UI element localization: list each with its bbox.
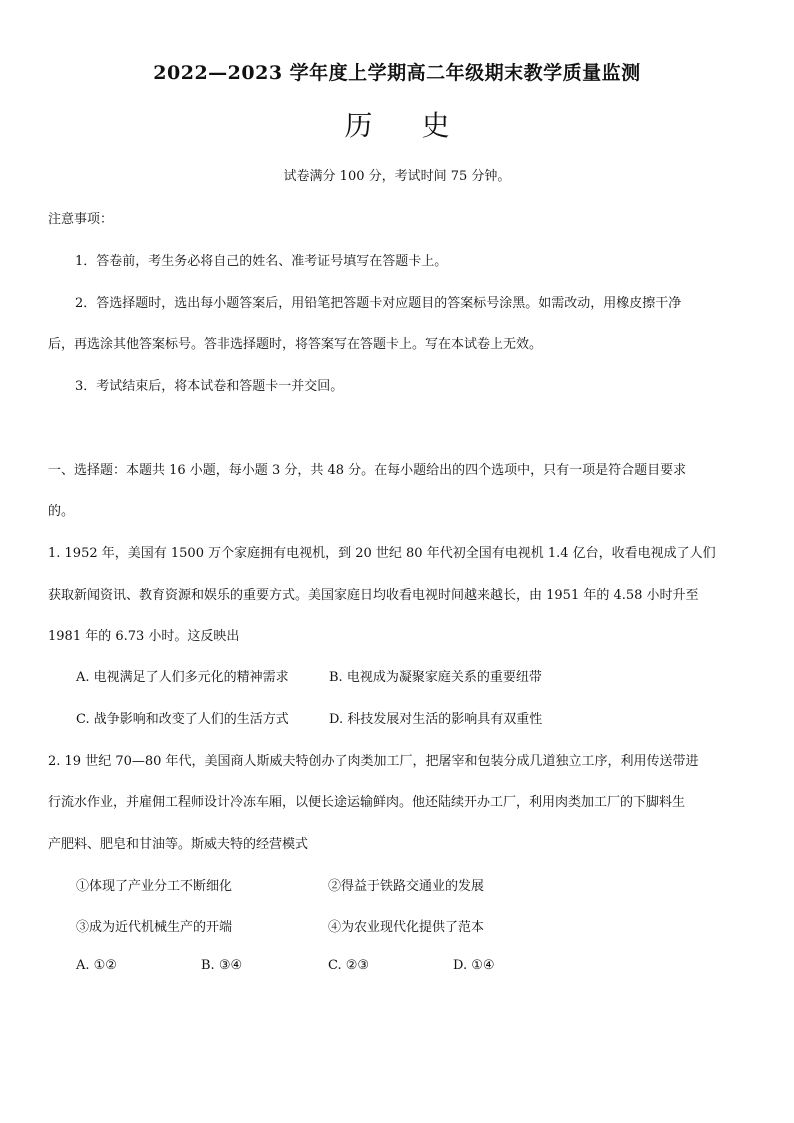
question-2-statement-3: ③成为近代机械生产的开端 <box>76 920 233 935</box>
question-2-option-a: A. ①② <box>76 958 117 973</box>
question-2-option-d: D. ①④ <box>453 958 495 973</box>
question-2-line-3: 产肥料、肥皂和甘油等。斯威夫特的经营模式 <box>48 837 309 852</box>
subject-title: 历 史 <box>344 109 470 142</box>
question-1-line-2: 获取新闻资讯、教育资源和娱乐的重要方式。美国家庭日均收看电视时间越来越长，由 1951 年的 4.58 小时升至 <box>48 588 699 603</box>
section-1-heading-cont: 的。 <box>48 504 75 519</box>
question-2-statement-4: ④为农业现代化提供了范本 <box>328 920 485 935</box>
section-1-heading: 一、选择题：本题共 16 小题，每小题 3 分，共 48 分。在每小题给出的四个选项中，只有一项是符合题目要求 <box>48 463 687 478</box>
question-2-statement-1: ①体现了产业分工不断细化 <box>76 879 233 894</box>
exam-title: 2022—2023 学年度上学期高二年级期末教学质量监测 <box>153 62 641 84</box>
notice-item-3: 3．考试结束后，将本试卷和答题卡一并交回。 <box>75 379 344 394</box>
exam-info: 试卷满分 100 分，考试时间 75 分钟。 <box>283 169 511 184</box>
question-2-option-b: B. ③④ <box>201 958 243 973</box>
question-1-option-b: B. 电视成为凝聚家庭关系的重要纽带 <box>329 670 542 685</box>
question-1-option-a: A. 电视满足了人们多元化的精神需求 <box>76 670 289 685</box>
question-2-line-2: 行流水作业，并雇佣工程师设计冷冻车厢，以便长途运输鲜肉。他还陆续开办工厂，利用肉类加工厂的下脚料生 <box>48 795 686 810</box>
notice-item-1: 1．答卷前，考生务必将自己的姓名、准考证号填写在答题卡上。 <box>75 254 448 269</box>
question-2-line-1: 2. 19 世纪 70—80 年代，美国商人斯威夫特创办了肉类加工厂，把屠宰和包装分成几道独立工序，利用传送带进 <box>48 754 699 769</box>
question-2-statement-2: ②得益于铁路交通业的发展 <box>328 879 485 894</box>
question-2-option-c: C. ②③ <box>328 958 370 973</box>
question-1-option-c: C. 战争影响和改变了人们的生活方式 <box>76 712 289 727</box>
notice-heading: 注意事项： <box>48 212 114 227</box>
question-1-option-d: D. 科技发展对生活的影响具有双重性 <box>329 712 543 727</box>
question-1-line-3: 1981 年的 6.73 小时。这反映出 <box>48 629 240 644</box>
notice-item-2-line-1: 2．答选择题时，选出每小题答案后，用铅笔把答题卡对应题目的答案标号涂黑。如需改动，用橡皮擦干净 <box>75 296 682 311</box>
question-1-line-1: 1. 1952 年，美国有 1500 万个家庭拥有电视机，到 20 世纪 80 年代初全国有电视机 1.4 亿台，收看电视成了人们 <box>48 546 716 561</box>
notice-item-2-line-2: 后，再选涂其他答案标号。答非选择题时，将答案写在答题卡上。写在本试卷上无效。 <box>48 337 543 352</box>
